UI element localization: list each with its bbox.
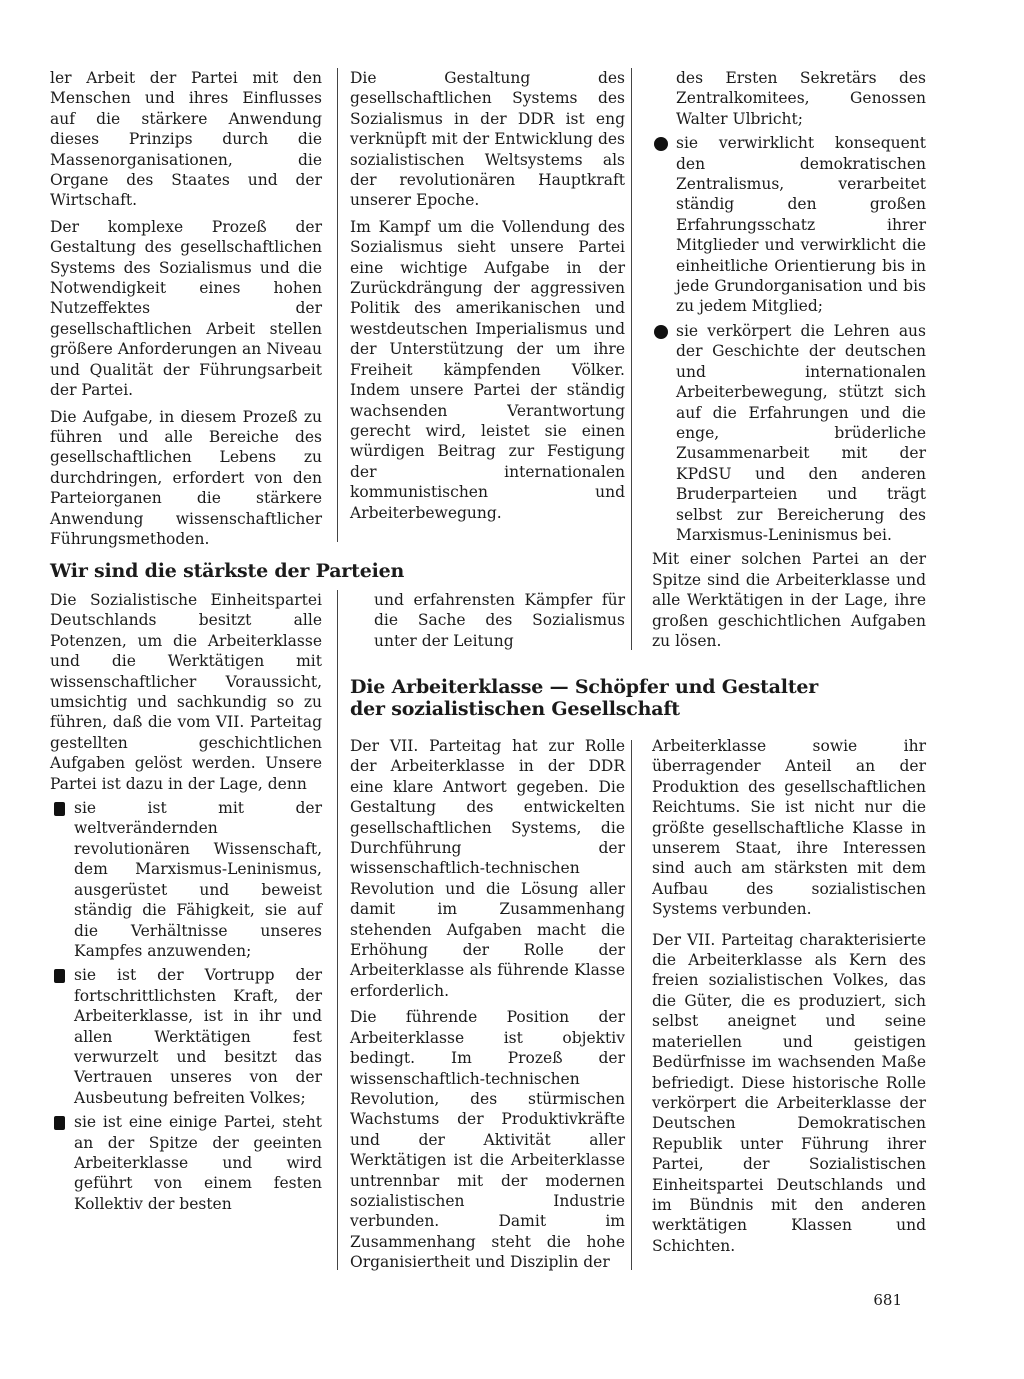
paragraph: Die Aufgabe, in diesem Prozeß zu führen und alle Bereiche des gesellschaftlichen Lebens zu durchdringen, erfordert von den Parteiorganen die stärkere Anwendung wissenschaftlicher Führungsmethoden. — [50, 407, 322, 548]
paragraph: Der komplexe Prozeß der Gestaltung des gesellschaftlichen Systems des Sozialismus und die Notwendigkeit eines hohen Nutzeffektes der gesellschaftlichen Arbeit stellen größere Anforderungen an Niveau und Qualität der Führungsarbeit der Partei. — [50, 217, 322, 400]
bullet-square-icon — [54, 969, 65, 983]
section-heading: Wir sind die stärkste der Parteien — [50, 560, 405, 582]
column-rule — [631, 740, 632, 1270]
paragraph: und erfahrensten Kämpfer für die Sache des Sozialismus unter der Leitung — [374, 591, 625, 650]
section2-column-1 — [50, 590, 322, 1214]
section2-column-2 — [374, 590, 625, 651]
bullet-text: sie verwirklicht konsequent den demokratischen Zentralismus, verarbeitet ständig den großen Erfahrungsschatz ihrer Mitglieder und verwirklicht die einheitliche Orientierung bis in jede Grundorganisation und bis zu jedem Mitglied; — [676, 134, 926, 316]
paragraph: Die führende Position der Arbeiterklasse ist objektiv bedingt. Im Prozeß der wissenschaftlich-technischen Revolution, des stürmischen Wachstums der Produktivkräfte und der Aktivität aller Werktätigen ist die Arbeiterklasse untrennbar mit der modernen sozialistischen Industrie verbunden. Damit im Zusammenhang steht die hohe Organisiertheit und Disziplin der — [350, 1008, 625, 1272]
paragraph: Der VII. Parteitag charakterisierte die Arbeiterklasse als Kern des freien sozialistischen Volkes, das die Güter, die es produziert, sich selbst aneignet und seine materiellen und geistigen Bedürfnisse im wachsenden Maße befriedigt. Diese historische Rolle verkörpert die Arbeiterklasse der Deutschen Demokratischen Republik unter Führung ihrer Partei, der Sozialistischen Einheitspartei Deutschlands und im Bündnis mit den anderen werktätigen Klassen und Schichten. — [652, 930, 926, 1255]
section1-column-1 — [50, 68, 322, 549]
bullet-item — [652, 321, 926, 545]
paragraph: Arbeiterklasse sowie ihr überragender Anteil an der Produktion des gesellschaftlichen Reichtums. Sie ist nicht nur die größte gesellschaftliche Klasse in unserem Staat, ihre Interessen sind auch am stärksten mit dem Aufbau des sozialistischen Systems verbunden. — [652, 737, 926, 919]
bullet-text: sie verkörpert die Lehren aus der Geschichte der deutschen und internationalen Arbeiterbewegung, stützt sich auf die Erfahrungen und die enge, brüderliche Zusammenarbeit mit der KPdSU und den anderen Bruderparteien und trägt selbst zur Bereicherung des Marxismus-Leninismus bei. — [676, 321, 926, 544]
bullet-dot-icon — [654, 137, 668, 151]
section-heading: Die Arbeiterklasse — Schöpfer und Gestalter der sozialistischen Gesellschaft — [350, 676, 819, 720]
bullet-dot-icon — [654, 325, 668, 339]
bullet-square-icon — [54, 1116, 65, 1130]
bullet-text: sie ist eine einige Partei, steht an der Spitze der geeinten Arbeiterklasse und wird geführt von einem festen Kollektiv der besten — [74, 1113, 322, 1213]
bullet-item — [50, 1112, 322, 1214]
paragraph: Mit einer solchen Partei an der Spitze sind die Arbeiterklasse und alle Werktätigen in der Lage, ihre großen geschichtlichen Aufgaben zu lösen. — [652, 550, 926, 650]
column-rule — [631, 68, 632, 650]
section3-column-3 — [652, 736, 926, 1256]
column-rule — [337, 590, 338, 1270]
paragraph: des Ersten Sekretärs des Zentralkomitees, Genossen Walter Ulbricht; — [676, 69, 926, 128]
bullet-text: sie ist der Vortrupp der fortschrittlichsten Kraft, der Arbeiterklasse, ist in ihr und allen Werktätigen fest verwurzelt und besitzt das Vertrauen unseres von der Ausbeutung befreiten Volkes; — [74, 966, 322, 1107]
paragraph: Im Kampf um die Vollendung des Sozialismus sieht unsere Partei eine wichtige Aufgabe in der Zurückdrängung der aggressiven Politik des amerikanischen und westdeutschen Imperialismus und der Unterstützung der um ihre Freiheit kämpfenden Völker. Indem unsere Partei der ständig wachsenden Verantwortung gerecht wird, leistet sie einen würdigen Beitrag zur Festigung der internationalen kommunistischen und Arbeiterbewegung. — [350, 217, 625, 522]
bullet-item — [50, 798, 322, 961]
section1-column-3 — [652, 68, 926, 651]
paragraph: Die Sozialistische Einheitspartei Deutschlands besitzt alle Potenzen, um die Arbeiterklasse und die Werktätigen mit wissenschaftlicher Voraussicht, umsichtig und sachkundig so zu führen, daß die vom VII. Parteitag gestellten geschichtlichen Aufgaben gelöst werden. Unsere Partei ist dazu in der Lage, denn — [50, 591, 322, 793]
bullet-item — [50, 965, 322, 1108]
section3-column-2 — [350, 736, 625, 1273]
column-rule — [337, 68, 338, 542]
bullet-text: sie ist mit der weltverändernden revolutionären Wissenschaft, dem Marxismus-Leninismus, ausgerüstet und beweist ständig die Fähigkeit, sie auf die Verhältnisse unseres Kampfes anzuwenden; — [74, 799, 322, 960]
bullet-square-icon — [54, 802, 65, 816]
paragraph: ler Arbeit der Partei mit den Menschen und ihres Einflusses auf die stärkere Anwendung dieses Prinzips durch die Massenorganisationen, die Organe des Staates und der Wirtschaft. — [50, 69, 322, 210]
page-number: 681 — [873, 1291, 902, 1309]
bullet-item — [652, 133, 926, 317]
paragraph: Die Gestaltung des gesellschaftlichen Systems des Sozialismus in der DDR ist eng verknüpft mit der Entwicklung des sozialistischen Weltsystems als der revolutionären Hauptkraft unserer Epoche. — [350, 69, 625, 210]
paragraph: Der VII. Parteitag hat zur Rolle der Arbeiterklasse in der DDR eine klare Antwort gegeben. Die Gestaltung des entwickelten gesellschaftlichen Systems, die Durchführung der wissenschaftlich-technischen Revolution und die Lösung aller damit im Zusammenhang stehenden Aufgaben macht die Erhöhung der Rolle der Arbeiterklasse als führende Klasse erforderlich. — [350, 737, 625, 1000]
section1-column-2 — [350, 68, 625, 523]
